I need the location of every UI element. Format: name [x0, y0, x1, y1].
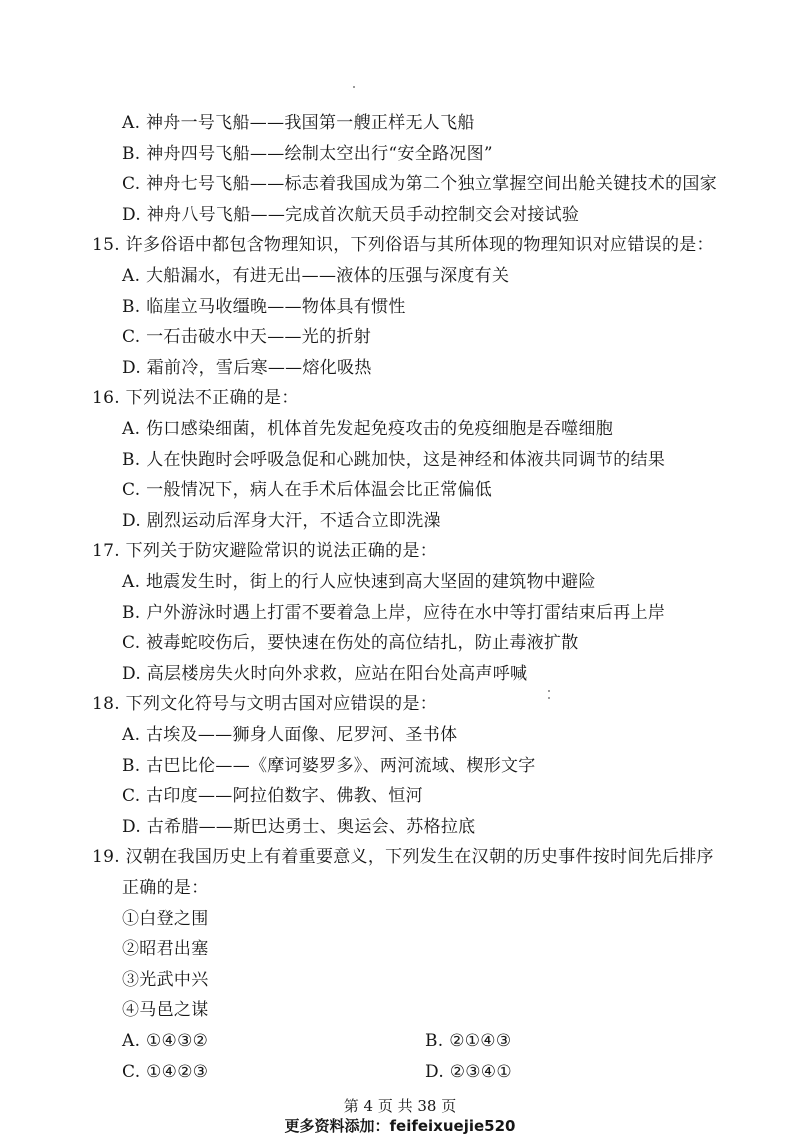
q18-option-d: D. 古希腊——斯巴达勇士、奥运会、苏格拉底 [122, 816, 476, 837]
q14-option-d: D. 神舟八号飞船——完成首次航天员手动控制交会对接试验 [122, 204, 580, 225]
scan-speck [548, 690, 550, 692]
q16-option-c: C. 一般情况下，病人在手术后体温会比正常偏低 [122, 480, 493, 501]
ad-text: 更多资料添加：feifeixuejie520 [284, 1117, 516, 1136]
q19-stem-line-2: 正确的是： [122, 878, 209, 898]
q17-option-c: C. 被毒蛇咬伤后，要快速在伤处的高位结扎，防止毒液扩散 [122, 633, 579, 654]
q16-stem: 16. 下列说法不正确的是： [92, 388, 299, 409]
q15-option-b: B. 临崖立马收缰晚——物体具有惯性 [122, 296, 406, 317]
q16-option-d: D. 剧烈运动后浑身大汗，不适合立即洗澡 [122, 510, 441, 531]
q15-stem: 15. 许多俗语中都包含物理知识，下列俗语与其所体现的物理知识对应错误的是： [92, 235, 714, 256]
q16-option-a: A. 伤口感染细菌，机体首先发起免疫攻击的免疫细胞是吞噬细胞 [122, 419, 614, 439]
q16-option-b: B. 人在快跑时会呼吸急促和心跳加快，这是神经和体液共同调节的结果 [122, 449, 666, 470]
q17-option-b: B. 户外游泳时遇上打雷不要着急上岸，应待在水中等打雷结束后再上岸 [122, 602, 666, 623]
q17-option-a: A. 地震发生时，街上的行人应快速到高大坚固的建筑物中避险 [122, 572, 596, 592]
q19-item-3: ③光武中兴 [122, 969, 209, 990]
q14-option-a: A. 神舟一号飞船——我国第一艘正样无人飞船 [122, 113, 475, 133]
q14-option-b: B. 神舟四号飞船——绘制太空出行“安全路况图” [122, 143, 493, 164]
q18-option-b: B. 古巴比伦——《摩诃婆罗多》、两河流域、楔形文字 [122, 755, 536, 776]
page-number: 第 4 页 共 38 页 [343, 1097, 457, 1116]
q19-option-d: D. ②③④① [425, 1061, 512, 1082]
q19-option-a: A. ①④③② [122, 1031, 209, 1051]
scan-speck [548, 697, 550, 699]
q17-stem: 17. 下列关于防灾避险常识的说法正确的是： [92, 541, 438, 562]
q18-option-c: C. 古印度——阿拉伯数字、佛教、恒河 [122, 786, 423, 807]
q18-option-a: A. 古埃及——狮身人面像、尼罗河、圣书体 [122, 725, 458, 745]
q15-option-a: A. 大船漏水，有进无出——液体的压强与深度有关 [122, 266, 510, 286]
q19-option-c: C. ①④②③ [122, 1061, 209, 1082]
q18-stem: 18. 下列文化符号与文明古国对应错误的是： [92, 694, 438, 715]
q19-option-b: B. ②①④③ [425, 1031, 512, 1051]
scan-speck [353, 86, 355, 88]
q17-option-d: D. 高层楼房失火时向外求救，应站在阳台处高声呼喊 [122, 663, 528, 684]
q19-item-1: ①白登之围 [122, 908, 209, 929]
q15-option-c: C. 一石击破水中天——光的折射 [122, 327, 372, 348]
q15-option-d: D. 霜前冷，雪后寒——熔化吸热 [122, 357, 372, 378]
q19-item-4: ④马邑之谋 [122, 1000, 209, 1021]
q14-option-c: C. 神舟七号飞船——标志着我国成为第二个独立掌握空间出舱关键技术的国家 [122, 174, 718, 195]
q19-item-2: ②昭君出塞 [122, 939, 209, 960]
q19-stem-line-1: 19. 汉朝在我国历史上有着重要意义，下列发生在汉朝的历史事件按时间先后排序 [92, 847, 714, 868]
